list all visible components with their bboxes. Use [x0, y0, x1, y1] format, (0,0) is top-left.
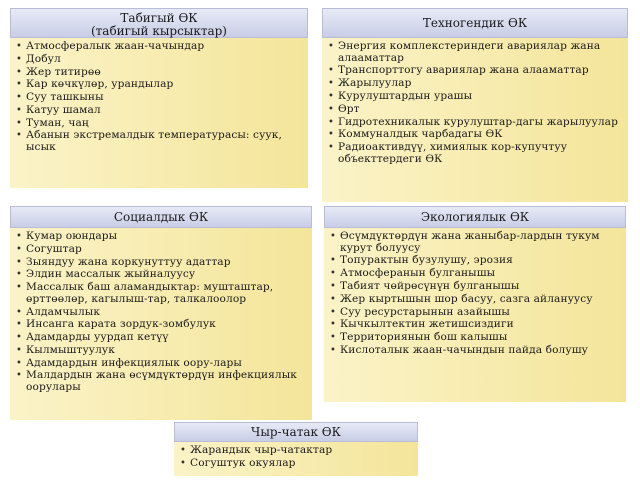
- list-item: • Атмосферанын булганышы: [328, 268, 622, 280]
- list-item: • Кылмыштуулук: [14, 345, 308, 357]
- list-item: • Суу ресурстарынын азайышы: [328, 307, 622, 319]
- list-item: • Суу ташкыны: [14, 92, 304, 104]
- list-item: • Курулуштардын урашы: [326, 91, 624, 103]
- list-item: • Жарылуулар: [326, 78, 624, 90]
- list-item: • Малдардын жана өсүмдүктөрдүн инфекциялык оорулары: [14, 370, 308, 393]
- list-item: • Табият чөйрөсүнүн булганышы: [328, 281, 622, 293]
- panel-conflict: [174, 422, 418, 476]
- list-item: • Абанын экстремалдык температурасы: суук, ысык: [14, 130, 304, 153]
- panel-natural: [10, 8, 308, 188]
- list-item: • Массалык баш аламандыктар: мушташтар, өрттөөлөр, кагылыш-тар, талкалоолор: [14, 282, 308, 305]
- list-item: • Добул: [14, 54, 304, 66]
- social-list: [14, 231, 308, 394]
- panel-social: [10, 206, 312, 420]
- panel-ecological-header: [324, 206, 626, 228]
- list-item-continuation: • Алдамчылык: [14, 307, 308, 319]
- list-item: • Өрт: [326, 104, 624, 116]
- panel-technogenic-header: [322, 8, 628, 38]
- list-item: • Өсүмдүктөрдүн жана жаныбар-лардын тукум курут болуусу: [328, 231, 622, 254]
- list-item: • Катуу шамал: [14, 105, 304, 117]
- list-item: • Радиоактивдүү, химиялык кор-купучтуу объекттердеги ӨК: [326, 142, 624, 165]
- list-item: • Согуштук окуялар: [178, 458, 414, 470]
- conflict-list: [178, 445, 414, 469]
- list-item: • Жер кыртышын шор басуу, сазга айлануусу: [328, 294, 622, 306]
- list-item: • Адамдардын инфекциялык оору-лары: [14, 358, 308, 370]
- panel-natural-body: [10, 38, 308, 188]
- list-item: • Жарандык чыр-чатактар: [178, 445, 414, 457]
- technogenic-list: [326, 41, 624, 165]
- panel-social-header: [10, 206, 312, 228]
- panel-conflict-body: [174, 442, 418, 476]
- list-item: • Атмосфералык жаан-чачындар: [14, 41, 304, 53]
- panel-natural-subtitle: (табигый кырсыктар): [90, 24, 227, 38]
- list-item: • Коммуналдык чарбадагы ӨК: [326, 129, 624, 141]
- panel-technogenic: [322, 8, 628, 202]
- list-item: • Кар көчкүлөр, урандылар: [14, 79, 304, 91]
- list-item-continuation: • Элдин массалык жыйналуусу: [14, 269, 308, 281]
- panel-social-title: Социалдык ӨК: [113, 210, 209, 224]
- list-item: • Согуштар: [14, 244, 308, 256]
- list-item: • Туман, чаң: [14, 118, 304, 130]
- list-item: • Территориянын бош калышы: [328, 332, 622, 344]
- list-item: • Кычкылтектин жетишсиздиги: [328, 319, 622, 331]
- natural-list: [14, 41, 304, 154]
- panel-conflict-header: [174, 422, 418, 442]
- list-item: • Кумар оюндары: [14, 231, 308, 243]
- list-item: • Жер титирөө: [14, 67, 304, 79]
- panel-ecological-title: Экологиялык ӨК: [420, 210, 530, 224]
- panel-ecological: [324, 206, 626, 402]
- list-item: • Энергия комплекстериндеги авариялар жана алааматтар: [326, 41, 624, 64]
- list-item: • Зыяндуу жана коркунуттуу адаттар: [14, 257, 308, 269]
- ecological-list: [328, 231, 622, 356]
- list-item: • Инсанга карата зордук-зомбулук: [14, 319, 308, 331]
- list-item: • Топурактын бузулушу, эрозия: [328, 255, 622, 267]
- panel-ecological-body: [324, 228, 626, 402]
- panel-natural-header: [10, 8, 308, 38]
- panel-technogenic-title: Техногендик ӨК: [422, 16, 528, 30]
- list-item: • Адамдарды уурдап кетүү: [14, 332, 308, 344]
- panel-technogenic-body: [322, 38, 628, 202]
- panel-conflict-title: Чыр-чатак ӨК: [251, 425, 341, 439]
- list-item: • Гидротехникалык курулуштар-дагы жарылуулар: [326, 117, 624, 129]
- panel-social-body: [10, 228, 312, 420]
- list-item: • Транспорттогу авариялар жана алааматтар: [326, 65, 624, 77]
- list-item: • Кислоталык жаан-чачындын пайда болушу: [328, 345, 622, 357]
- panel-natural-title: Табигый ӨК: [120, 11, 198, 25]
